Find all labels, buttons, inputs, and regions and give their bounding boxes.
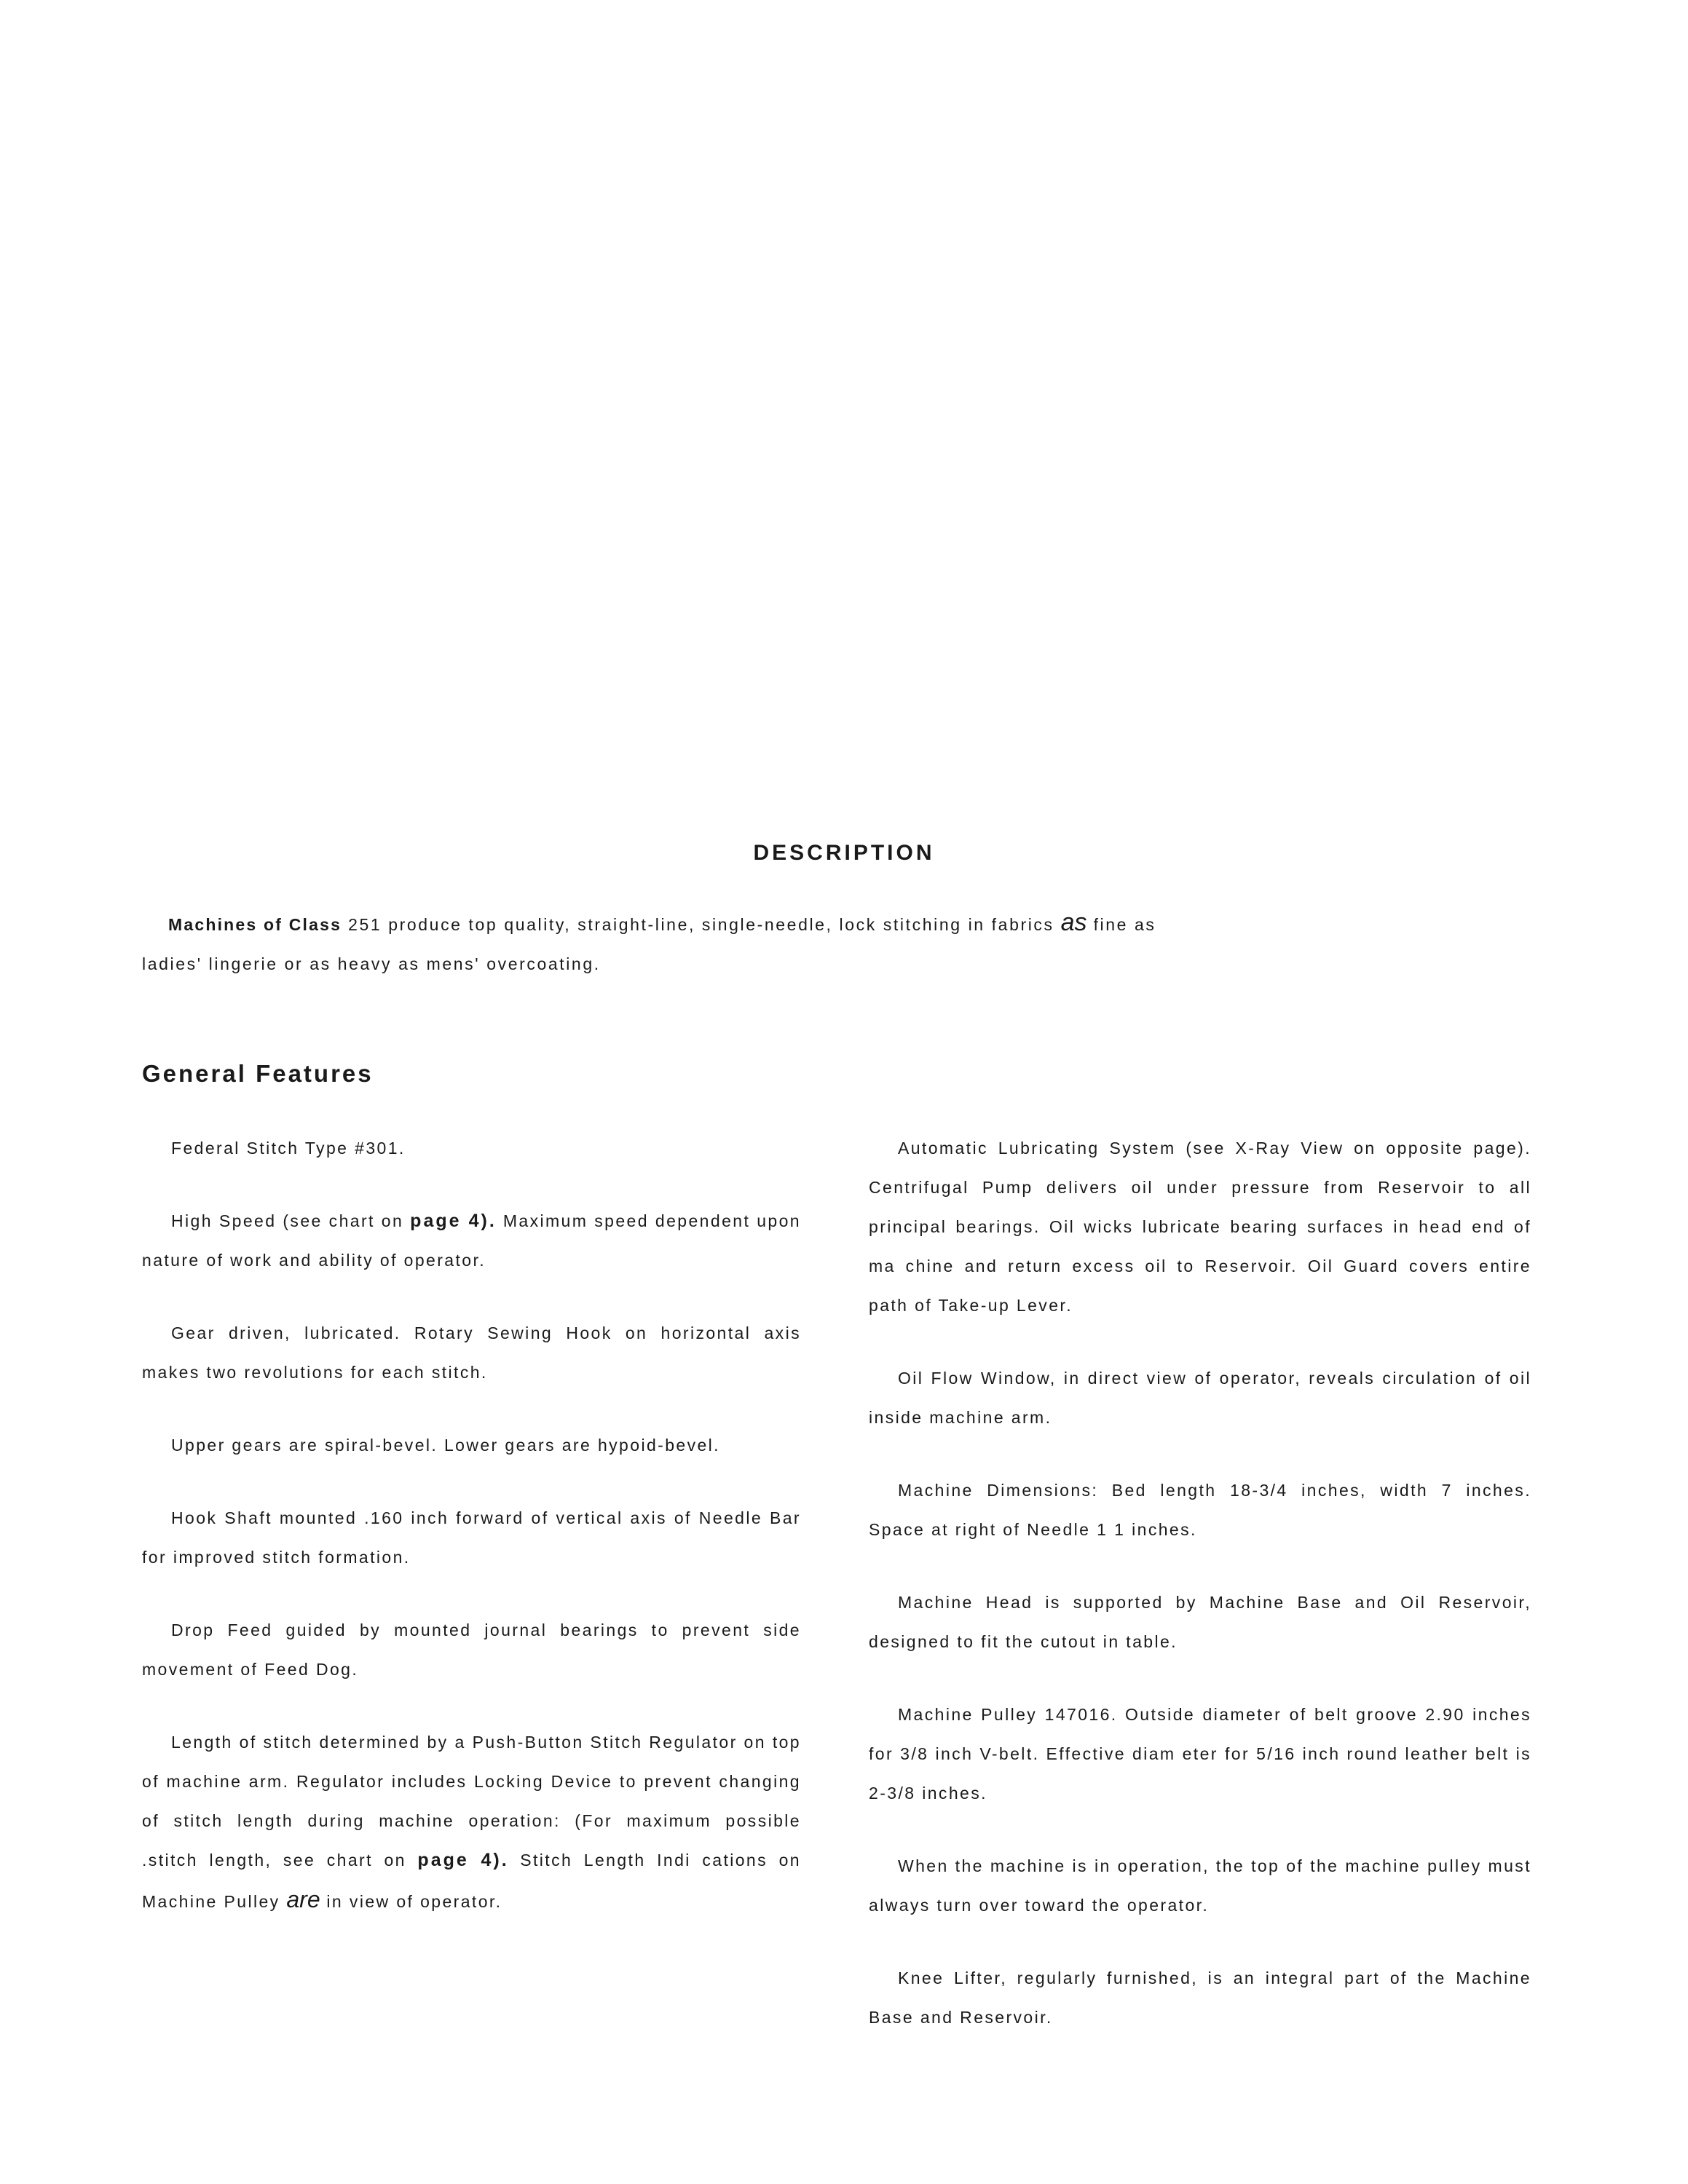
intro-line-2: ladies' lingerie or as heavy as mens' overcoating. (142, 954, 601, 973)
intro-italic-word: as (1060, 909, 1087, 936)
intro-lead: Machines of Class (168, 915, 342, 934)
intro-text-a: 251 produce top quality, straight-line, single-needle, lock stitching in fabrics (348, 915, 1054, 934)
section-heading: General Features (142, 1060, 374, 1087)
page-reference: page 4). (417, 1850, 509, 1870)
feature-paragraph: Knee Lifter, regularly furnished, is an integral part of the Machine Base and Reservoir. (869, 1969, 1531, 2027)
feature-paragraph: Hook Shaft mounted .160 inch forward of vertical axis of Needle Bar for improved stitch formation. (142, 1508, 801, 1567)
feature-paragraph: Length of stitch determined by a Push-Button Stitch Regulator on top of machine arm. Regulator includes Locking Device to prevent changing of stitch length during machine operation: (For maximum possible .stitch length, see chart on page 4). Stitch Length Indi cations on Machine Pulley are in view of operator. (142, 1733, 801, 1912)
feature-paragraph: Oil Flow Window, in direct view of operator, reveals circulation of oil inside machine arm. (869, 1369, 1531, 1427)
feature-paragraph: Upper gears are spiral-bevel. Lower gears are hypoid-bevel. (171, 1436, 720, 1455)
feature-paragraph: Drop Feed guided by mounted journal bearings to prevent side movement of Feed Dog. (142, 1621, 801, 1679)
intro-paragraph (142, 903, 1249, 984)
feature-paragraph: High Speed (see chart on page 4). Maximum speed dependent upon nature of work and ability of operator. (142, 1211, 801, 1270)
intro-text-b: fine as (1093, 915, 1156, 934)
feature-paragraph: Machine Pulley 147016. Outside diameter of belt groove 2.90 inches for 3/8 inch V-belt. Effective diam eter for 5/16 inch round leather belt is 2-3/8 inches. (869, 1705, 1531, 1803)
page-reference: page 4). (410, 1211, 497, 1231)
feature-paragraph: Machine Dimensions: Bed length 18-3/4 inches, width 7 inches. Space at right of Needle 1 1 inches. (869, 1481, 1531, 1539)
right-column (869, 1128, 1531, 2070)
feature-paragraph: Federal Stitch Type #301. (171, 1139, 406, 1158)
left-column (142, 1128, 801, 1955)
feature-paragraph: Machine Head is supported by Machine Base and Oil Reservoir, designed to fit the cutout in table. (869, 1593, 1531, 1651)
feature-paragraph: Gear driven, lubricated. Rotary Sewing Hook on horizontal axis makes two revolutions for each stitch. (142, 1324, 801, 1382)
page-title: DESCRIPTION (753, 841, 935, 865)
feature-paragraph: Automatic Lubricating System (see X-Ray View on opposite page). Centrifugal Pump delivers oil under pressure from Reservoir to all principal bearings. Oil wicks lubricate bearing surfaces in head end of ma chine and return excess oil to Reservoir. Oil Guard covers entire path of Take-up Lever. (869, 1139, 1531, 1315)
feature-paragraph: When the machine is in operation, the top of the machine pulley must always turn over toward the operator. (869, 1856, 1531, 1915)
